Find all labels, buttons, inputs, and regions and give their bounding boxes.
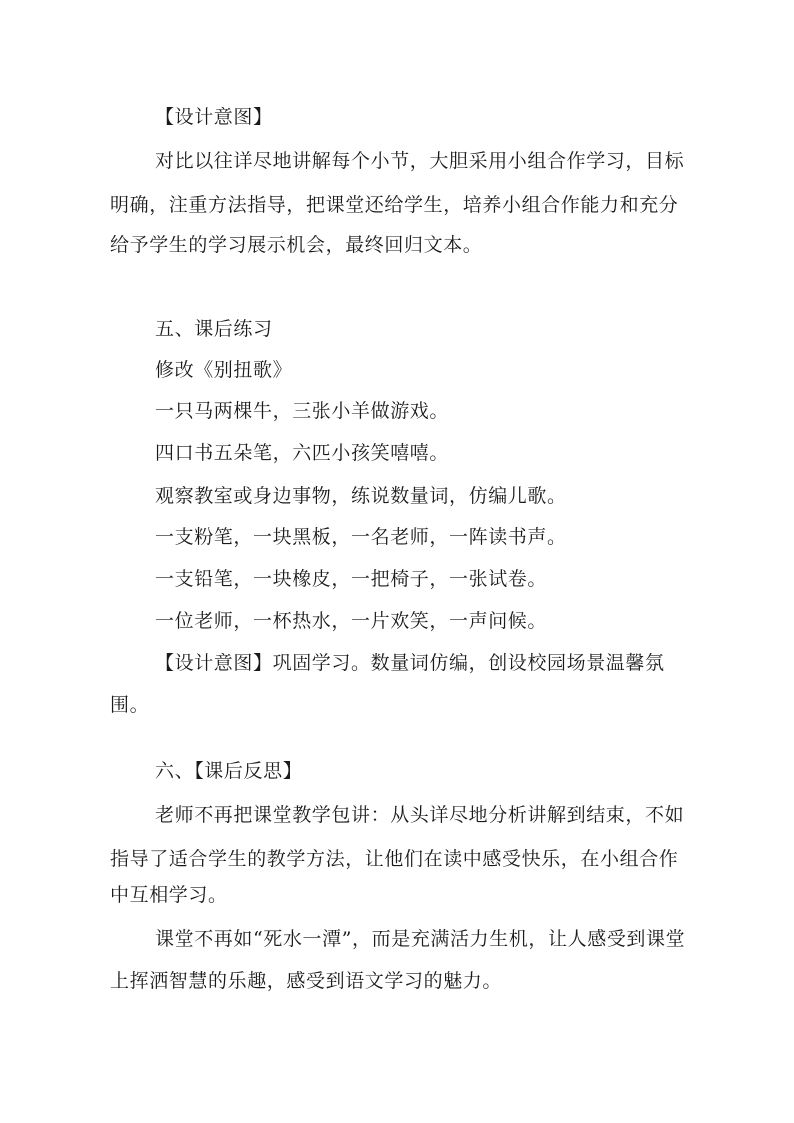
reflection-line: 中互相学习。: [110, 884, 228, 906]
paragraph-line: 给予学生的学习展示机会，最终回归文本。: [110, 234, 483, 256]
paragraph-line: 对比以往详尽地讲解每个小节，大胆采用小组合作学习，目标: [155, 150, 685, 172]
reflection-line: 上挥洒智慧的乐趣，感受到语文学习的魅力。: [110, 970, 503, 992]
exercise-line: 一支铅笔，一块橡皮，一把椅子，一张试卷。: [155, 568, 548, 590]
exercise-line: 一只马两棵牛，三张小羊做游戏。: [155, 400, 450, 422]
design-intent-line: 围。: [110, 694, 150, 716]
paragraph-line: 明确，注重方法指导，把课堂还给学生，培养小组合作能力和充分: [110, 194, 679, 216]
exercise-line: 一支粉笔，一块黑板，一名老师，一阵读书声。: [155, 526, 567, 548]
exercise-line: 修改《别扭歌》: [155, 359, 293, 381]
exercise-line: 一位老师，一杯热水，一片欢笑，一声问候。: [155, 610, 548, 632]
reflection-line: 课堂不再如“死水一潭”，而是充满活力生机，让人感受到课堂: [155, 928, 686, 950]
exercise-heading: 五、课后练习: [155, 318, 273, 340]
reflection-line: 指导了适合学生的教学方法，让他们在读中感受快乐，在小组合作: [110, 848, 679, 870]
reflection-heading: 六、【课后反思】: [155, 760, 303, 782]
exercise-line: 观察教室或身边事物，练说数量词，仿编儿歌。: [155, 485, 567, 507]
exercise-line: 四口书五朵笔，六匹小孩笑嘻嘻。: [155, 442, 450, 464]
reflection-line: 老师不再把课堂教学包讲：从头详尽地分析讲解到结束，不如: [155, 804, 685, 826]
design-intent-heading: 【设计意图】: [155, 106, 273, 128]
design-intent-line: 【设计意图】巩固学习。数量词仿编，创设校园场景温馨氛: [155, 652, 665, 674]
